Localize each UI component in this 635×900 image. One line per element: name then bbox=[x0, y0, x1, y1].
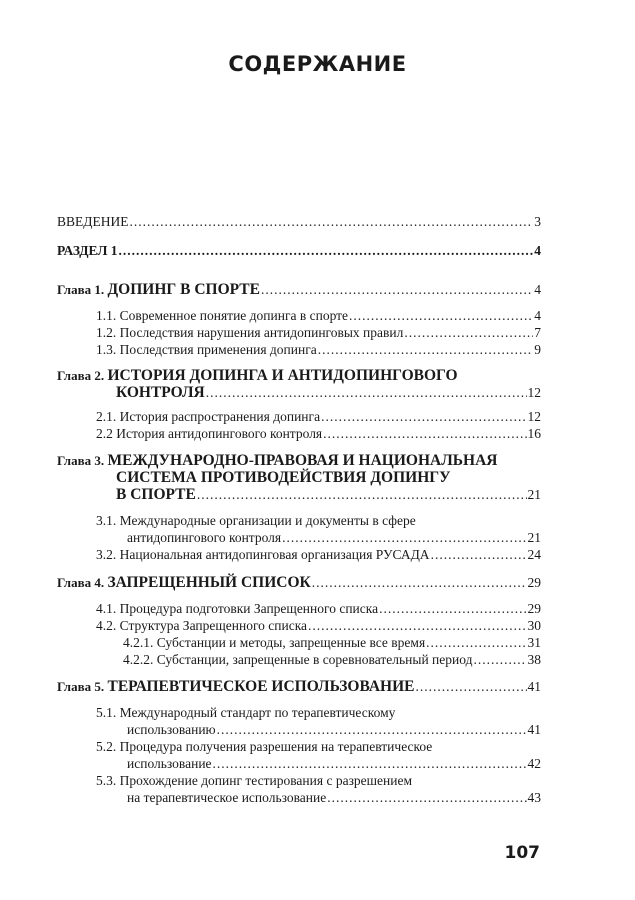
toc-chapter-5[interactable] bbox=[57, 678, 541, 695]
toc-entry-5-1[interactable] bbox=[96, 704, 541, 738]
toc-entry-intro[interactable] bbox=[57, 213, 541, 230]
dot-leader bbox=[431, 546, 527, 563]
toc-entry-4-2[interactable] bbox=[96, 617, 541, 634]
entry-page: 29 bbox=[527, 601, 541, 616]
dot-leader bbox=[349, 307, 533, 324]
toc-entry-4-2-2[interactable] bbox=[123, 651, 541, 668]
dot-leader bbox=[404, 324, 533, 341]
entry-text: 3.2. Национальная антидопинговая организация РУСАДА bbox=[96, 547, 430, 562]
entry-page: 4 bbox=[534, 308, 541, 323]
toc-entry-2-2[interactable] bbox=[96, 425, 541, 442]
entry-page: 3 bbox=[534, 214, 541, 229]
dot-leader bbox=[312, 574, 527, 591]
entry-text: ВВЕДЕНИЕ bbox=[57, 214, 129, 229]
dot-leader bbox=[327, 789, 526, 806]
dot-leader bbox=[197, 486, 527, 503]
dot-leader bbox=[282, 529, 526, 546]
entry-page: 4 bbox=[534, 282, 541, 297]
dot-leader bbox=[129, 213, 533, 230]
chapter-title-line: ИСТОРИЯ ДОПИНГА И АНТИДОПИНГОВОГО bbox=[107, 367, 458, 384]
entry-text-line: использование bbox=[127, 756, 212, 771]
chapter-prefix: Глава 4. bbox=[57, 575, 105, 590]
dot-leader bbox=[217, 721, 527, 738]
entry-text: 1.3. Последствия применения допинга bbox=[96, 342, 317, 357]
chapter-title: ДОПИНГ В СПОРТЕ bbox=[107, 281, 260, 298]
chapter-title-line: МЕЖДУНАРОДНО-ПРАВОВАЯ И НАЦИОНАЛЬНАЯ bbox=[107, 452, 498, 469]
entry-text: 4.2.1. Субстанции и методы, запрещенные все время bbox=[123, 635, 426, 650]
toc-entry-4-2-1[interactable] bbox=[123, 634, 541, 651]
toc-entry-1-2[interactable] bbox=[96, 324, 541, 341]
entry-page: 41 bbox=[527, 722, 541, 737]
dot-leader bbox=[426, 634, 526, 651]
entry-page: 31 bbox=[527, 635, 541, 650]
toc-entry-5-3[interactable] bbox=[96, 772, 541, 806]
toc-entry-5-2[interactable] bbox=[96, 738, 541, 772]
chapter-title: ЗАПРЕЩЕННЫЙ СПИСОК bbox=[107, 574, 311, 591]
entry-text: 1.1. Современное понятие допинга в спорте bbox=[96, 308, 349, 323]
entry-text-line: 5.3. Прохождение допинг тестирования с разрешением bbox=[96, 773, 413, 788]
chapter-prefix: Глава 1. bbox=[57, 282, 105, 297]
entry-page: 9 bbox=[534, 342, 541, 357]
entry-page: 30 bbox=[527, 618, 541, 633]
toc-chapter-2[interactable] bbox=[57, 367, 541, 401]
dot-leader bbox=[318, 341, 533, 358]
chapter-prefix: Глава 5. bbox=[57, 679, 105, 694]
entry-text: 4.2. Структура Запрещенного списка bbox=[96, 618, 308, 633]
entry-page: 12 bbox=[527, 409, 541, 424]
toc-entry-4-1[interactable] bbox=[96, 600, 541, 617]
toc-chapter-1[interactable] bbox=[57, 281, 541, 298]
toc-chapter-3[interactable] bbox=[57, 452, 541, 503]
entry-page: 21 bbox=[527, 530, 541, 545]
entry-page: 29 bbox=[527, 575, 541, 590]
entry-page: 41 bbox=[527, 679, 541, 694]
dot-leader bbox=[473, 651, 526, 668]
chapter-prefix: Глава 2. bbox=[57, 368, 105, 383]
entry-page: 43 bbox=[527, 790, 541, 805]
toc-entry-1-1[interactable] bbox=[96, 307, 541, 324]
entry-text-line: использованию bbox=[127, 722, 216, 737]
entry-text: 2.2 История антидопингового контроля bbox=[96, 426, 323, 441]
entry-text: 4.2.2. Субстанции, запрещенные в соревновательный период bbox=[123, 652, 473, 667]
entry-text-line: 5.2. Процедура получения разрешения на терапевтическое bbox=[96, 739, 433, 754]
entry-text-line: 3.1. Международные организации и документы в сфере bbox=[96, 513, 416, 528]
chapter-prefix: Глава 3. bbox=[57, 453, 105, 468]
dot-leader bbox=[119, 242, 534, 259]
chapter-title-line: В СПОРТЕ bbox=[116, 486, 196, 503]
chapter-title: ТЕРАПЕВТИЧЕСКОЕ ИСПОЛЬЗОВАНИЕ bbox=[107, 678, 415, 695]
dot-leader bbox=[206, 384, 527, 401]
dot-leader bbox=[415, 678, 526, 695]
dot-leader bbox=[213, 755, 527, 772]
toc-entry-1-3[interactable] bbox=[96, 341, 541, 358]
chapter-title-line: СИСТЕМА ПРОТИВОДЕЙСТВИЯ ДОПИНГУ bbox=[116, 469, 451, 486]
entry-page: 16 bbox=[527, 426, 541, 441]
toc-chapter-4[interactable] bbox=[57, 574, 541, 591]
entry-page: 7 bbox=[534, 325, 541, 340]
entry-text: 2.1. История распространения допинга bbox=[96, 409, 321, 424]
entry-page: 4 bbox=[534, 243, 541, 258]
entry-text: 1.2. Последствия нарушения антидопинговых правил bbox=[96, 325, 404, 340]
toc-entry-section-1[interactable] bbox=[57, 242, 541, 259]
entry-page: 21 bbox=[527, 487, 541, 502]
page-title: СОДЕРЖАНИЕ bbox=[228, 52, 407, 76]
entry-text: РАЗДЕЛ 1 bbox=[57, 243, 118, 258]
entry-text-line: на терапевтическое использование bbox=[127, 790, 327, 805]
dot-leader bbox=[321, 408, 526, 425]
entry-text-line: антидопингового контроля bbox=[127, 530, 282, 545]
dot-leader bbox=[308, 617, 526, 634]
page-number: 107 bbox=[504, 843, 540, 863]
toc-entry-3-2[interactable] bbox=[96, 546, 541, 563]
dot-leader bbox=[323, 425, 526, 442]
entry-text: 4.1. Процедура подготовки Запрещенного списка bbox=[96, 601, 379, 616]
entry-page: 12 bbox=[527, 385, 541, 400]
entry-page: 38 bbox=[527, 652, 541, 667]
entry-text-line: 5.1. Международный стандарт по терапевтическому bbox=[96, 705, 396, 720]
toc-entry-2-1[interactable] bbox=[96, 408, 541, 425]
entry-page: 24 bbox=[527, 547, 541, 562]
entry-page: 42 bbox=[527, 756, 541, 771]
toc-entry-3-1[interactable] bbox=[96, 512, 541, 546]
dot-leader bbox=[379, 600, 526, 617]
chapter-title-line: КОНТРОЛЯ bbox=[116, 384, 205, 401]
dot-leader bbox=[261, 281, 533, 298]
